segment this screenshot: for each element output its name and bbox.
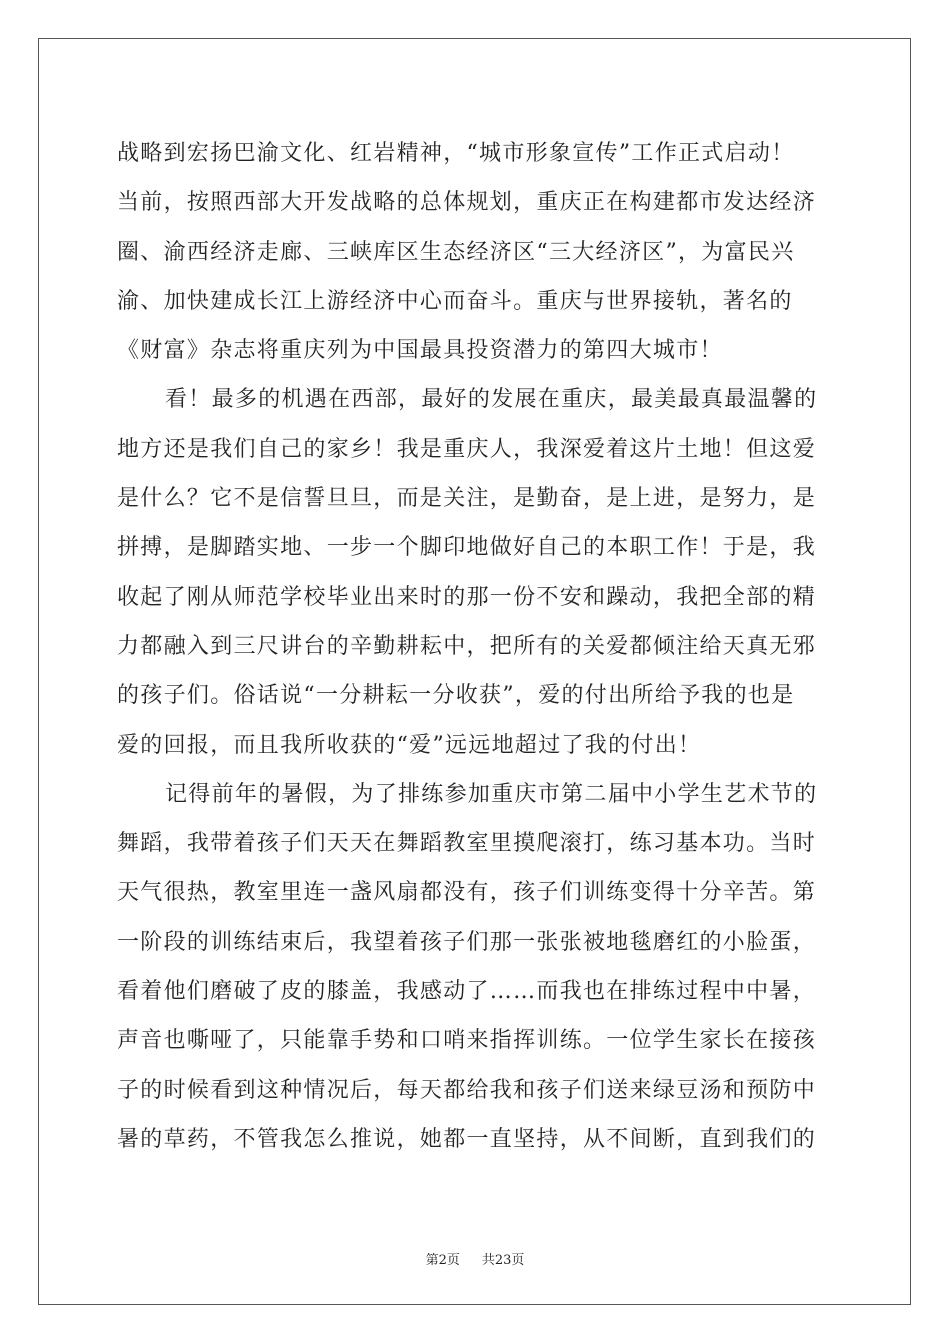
total-page-count: 共23页: [481, 1253, 525, 1268]
text-line: 天气很热，教室里连一盏风扇都没有，孩子们训练变得十分辛苦。第: [117, 880, 817, 906]
document-body: [117, 129, 833, 1164]
text-line: 舞蹈，我带着孩子们天天在舞蹈教室里摸爬滚打，练习基本功。当时: [117, 831, 817, 857]
text-line: 拼搏，是脚踏实地、一步一个脚印地做好自己的本职工作！于是，我: [117, 535, 817, 561]
paragraph-first-line: 看！最多的机遇在西部，最好的发展在重庆，最美最真最温馨的: [165, 387, 818, 413]
text-line: 当前，按照西部大开发战略的总体规划，重庆正在构建都市发达经济: [117, 190, 817, 216]
text-line: 子的时候看到这种情况后，每天都给我和孩子们送来绿豆汤和预防中: [117, 1077, 817, 1103]
text-line: 一阶段的训练结束后，我望着孩子们那一张张被地毯磨红的小脸蛋，: [117, 929, 817, 955]
text-line: 看着他们磨破了皮的膝盖，我感动了……而我也在排练过程中中暑，: [117, 979, 817, 1005]
text-line: 声音也嘶哑了，只能靠手势和口哨来指挥训练。一位学生家长在接孩: [117, 1028, 817, 1054]
text-line: 战略到宏扬巴渝文化、红岩精神，“城市形象宣传”工作正式启动！: [117, 141, 795, 166]
paragraph-first-line: 记得前年的暑假，为了排练参加重庆市第二届中小学生艺术节的: [165, 781, 818, 807]
text-line: 爱的回报，而且我所收获的“爱”远远地超过了我的付出！: [117, 732, 702, 758]
text-line: 的孩子们。俗话说“一分耕耘一分收获”，爱的付出所给予我的也是: [117, 683, 795, 709]
text-line: 圈、渝西经济走廊、三峡库区生态经济区“三大经济区”，为富民兴: [117, 239, 795, 265]
text-line: 力都融入到三尺讲台的辛勤耕耘中，把所有的关爱都倾注给天真无邪: [117, 633, 817, 659]
text-line: 《财富》杂志将重庆列为中国最具投资潜力的第四大城市！: [117, 338, 723, 364]
text-line: 收起了刚从师范学校毕业出来时的那一份不安和躁动，我把全部的精: [117, 584, 817, 610]
text-line: 暑的草药，不管我怎么推说，她都一直坚持，从不间断，直到我们的: [117, 1126, 817, 1152]
text-line: 是什么？它不是信誓旦旦，而是关注，是勤奋，是上进，是努力，是: [117, 486, 817, 512]
current-page-number: 第2页: [425, 1253, 460, 1268]
page-footer: [0, 1249, 950, 1268]
text-line: 地方还是我们自己的家乡！我是重庆人，我深爱着这片土地！但这爱: [117, 436, 817, 462]
text-line: 渝、加快建成长江上游经济中心而奋斗。重庆与世界接轨，著名的: [117, 288, 793, 314]
